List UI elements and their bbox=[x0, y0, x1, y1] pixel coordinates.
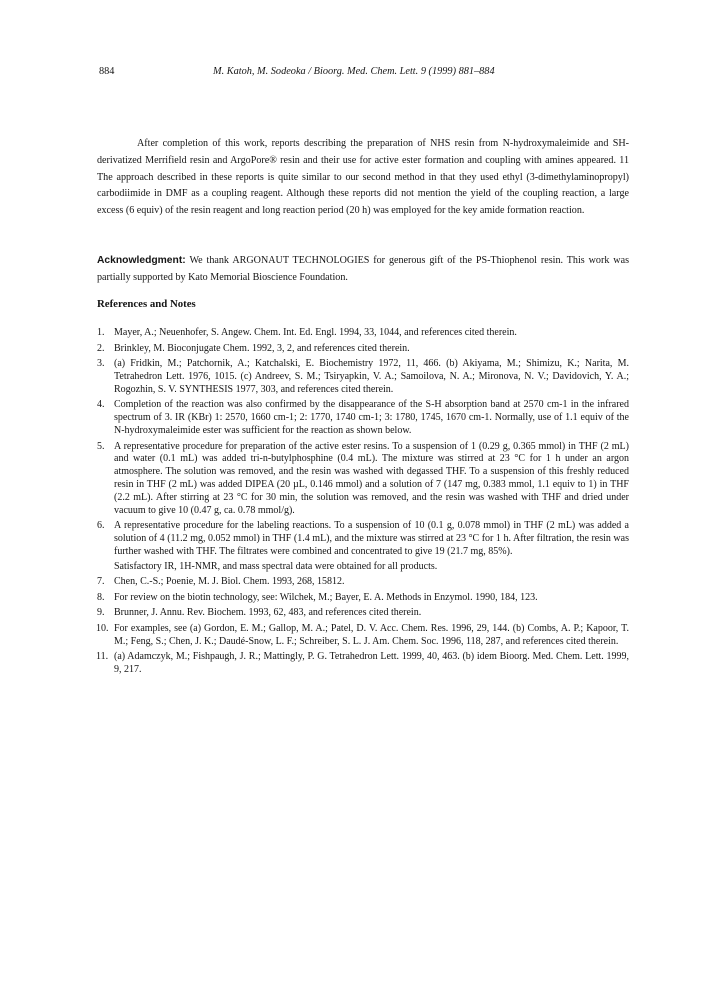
reference-item bbox=[97, 327, 629, 340]
reference-item bbox=[97, 520, 629, 573]
reference-text: A representative procedure for preparation of the active ester resins. To a suspension of 1 (0.29 g, 0.365 mmol) in THF (2 mL) and water (0.1 mL) was added tri-n-butylphosphine (0.4 mL). The mixture was stirred at 23 °C for 1 h under an argon atmosphere. The solution was removed, and the resin was washed with degassed THF. To a suspension of this freshly reduced resin in THF (2 mL) was added DIPEA (20 µL, 0.146 mmol) and a solution of 7 (147 mg, 0.383 mmol, 1.1 equiv to 1) in THF (2.2 mL). After stirring at 23 °C for 30 min, the solution was removed, and the resin was washed with THF and dried under vacuum to give 10 (0.47 g, ca. 0.78 mmol/g). bbox=[114, 440, 629, 516]
reference-number: 2. bbox=[97, 342, 105, 354]
reference-text: (a) Adamczyk, M.; Fishpaugh, J. R.; Mattingly, P. G. Tetrahedron Lett. 1999, 40, 463. (b) idem Bioorg. Med. Chem. Lett. 1999, 9, 217. bbox=[114, 651, 629, 676]
reference-number: 1. bbox=[97, 327, 105, 338]
acknowledgment-text: We thank ARGONAUT TECHNOLOGIES for generous gift of the PS-Thiophenol resin. This work was partially supported by Kato Memorial Bioscience Foundation. bbox=[97, 255, 629, 283]
page-header bbox=[0, 66, 720, 80]
reference-item bbox=[97, 343, 629, 356]
reference-text: Chen, C.-S.; Poenie, M. J. Biol. Chem. 1993, 268, 15812. bbox=[114, 576, 345, 588]
reference-item bbox=[97, 576, 629, 589]
reference-number: 7. bbox=[97, 576, 105, 588]
reference-text: For review on the biotin technology, see: Wilchek, M.; Bayer, E. A. Methods in Enzymol. 1990, 184, 123. bbox=[114, 591, 538, 603]
reference-item bbox=[97, 358, 629, 396]
reference-number: 5. bbox=[97, 440, 105, 452]
reference-number: 6. bbox=[97, 520, 105, 532]
acknowledgment-paragraph bbox=[97, 253, 629, 287]
reference-text: Brunner, J. Annu. Rev. Biochem. 1993, 62, 483, and references cited therein. bbox=[114, 607, 422, 619]
references-heading: References and Notes bbox=[97, 298, 196, 310]
reference-item bbox=[97, 592, 629, 605]
reference-item bbox=[97, 441, 629, 518]
reference-text: Mayer, A.; Neuenhofer, S. Angew. Chem. Int. Ed. Engl. 1994, 33, 1044, and references cited therein. bbox=[114, 327, 517, 338]
reference-item bbox=[97, 607, 629, 620]
reference-text: For examples, see (a) Gordon, E. M.; Gallop, M. A.; Patel, D. V. Acc. Chem. Res. 1996, 29, 144. (b) Combs, A. P.; Kapoor, T. M.; Feng, S.; Chen, J. K.; Daudé-Snow, L. F.; Schreiber, S. L. J. Am. Chem. Soc. 1996, 118, 287, and references cited therein. bbox=[114, 622, 629, 647]
reference-text: (a) Fridkin, M.; Patchornik, A.; Katchalski, E. Biochemistry 1972, 11, 466. (b) Akiyama, M.; Shimizu, K.; Narita, M. Tetrahedron Lett. 1976, 1015. (c) Andreev, S. M.; Tsiryapkin, V. A.; Samoilova, N. A.; Mironova, N. V.; Davidovich, Y. A.; Rogozhin, S. V. SYNTHESIS 1977, 303, and references cited therein. bbox=[114, 358, 629, 395]
reference-item bbox=[97, 623, 629, 649]
reference-text: Completion of the reaction was also confirmed by the disappearance of the S-H absorption band at 2570 cm-1 in the infrared spectrum of 3. IR (KBr) 1: 2570, 1660 cm-1; 2: 1770, 1740 cm-1; 3: 1780, 1745, 1670 cm-1. Normally, use of 1.1 equiv of the N-hydroxymaleimide ester was sufficient for the reaction as shown below. bbox=[114, 399, 629, 436]
reference-number: 10. bbox=[96, 622, 109, 634]
reference-number: 11. bbox=[96, 651, 109, 663]
reference-number: 3. bbox=[97, 358, 105, 370]
reference-text: Brinkley, M. Bioconjugate Chem. 1992, 3, 2, and references cited therein. bbox=[114, 342, 410, 354]
reference-extra-text: Satisfactory IR, 1H-NMR, and mass spectral data were obtained for all products. bbox=[114, 560, 438, 572]
intro-paragraph: After completion of this work, reports describing the preparation of NHS resin from N-hydroxymaleimide and SH-derivatized Merrifield resin and ArgoPore® resin and their use for active ester formation and coupling with amines appeared. 11 The approach described in these reports is quite similar to our second method in that they used ethyl (3-dimethylaminopropyl) carbodiimide in DMF as a coupling reagent. Although these reports did not mention the yield of the coupling reaction, a large excess (6 equiv) of the resin reagent and long reaction period (20 h) was employed for the key amide formation reaction. bbox=[97, 138, 629, 217]
reference-item bbox=[97, 651, 629, 677]
references-list bbox=[97, 327, 629, 680]
reference-number: 4. bbox=[97, 399, 105, 411]
acknowledgment-label: Acknowledgment: bbox=[97, 255, 186, 267]
page-number: 884 bbox=[99, 66, 115, 77]
reference-text: A representative procedure for the labeling reactions. To a suspension of 10 (0.1 g, 0.078 mmol) in THF (2 mL) was added a solution of 4 (11.2 mg, 0.052 mmol) in THF (1.4 mL), and the mixture was stirred at 23 °C for 1 h. After filtration, the resin was further washed with THF. The filtrates were combined and concentrated to give 19 (21.7 mg, 85%). bbox=[114, 520, 629, 557]
running-head: M. Katoh, M. Sodeoka / Bioorg. Med. Chem. Lett. 9 (1999) 881–884 bbox=[213, 66, 495, 77]
reference-number: 8. bbox=[97, 591, 105, 603]
reference-number: 9. bbox=[97, 607, 105, 619]
reference-item bbox=[97, 399, 629, 437]
